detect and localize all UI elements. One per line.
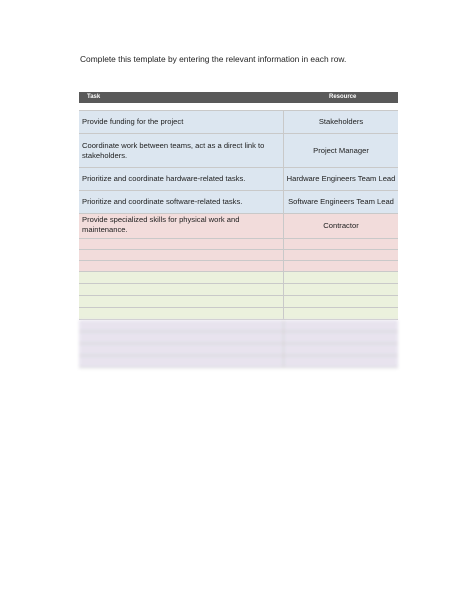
task-cell[interactable] — [79, 250, 284, 260]
task-cell[interactable]: Prioritize and coordinate software-related tasks. — [79, 191, 284, 213]
resource-cell[interactable] — [284, 296, 398, 307]
task-cell[interactable]: Prioritize and coordinate hardware-related tasks. — [79, 168, 284, 190]
empty-row — [79, 272, 398, 284]
resource-cell[interactable] — [284, 308, 398, 319]
task-cell[interactable] — [79, 332, 284, 343]
faded-rows — [79, 320, 398, 368]
instructions-text: Complete this template by entering the relevant information in each row. — [80, 54, 347, 64]
empty-row — [79, 250, 398, 261]
table-row — [79, 168, 398, 191]
resource-cell[interactable]: Hardware Engineers Team Lead — [286, 174, 396, 183]
resource-cell[interactable]: Contractor — [323, 221, 359, 230]
table-row — [79, 134, 398, 168]
header-resource: Resource — [329, 94, 357, 100]
resource-cell[interactable] — [284, 356, 398, 367]
table-row — [79, 110, 398, 134]
header-task: Task — [87, 94, 101, 100]
task-cell[interactable] — [79, 344, 284, 355]
empty-row — [79, 320, 398, 332]
resource-cell[interactable] — [284, 320, 398, 331]
resource-cell[interactable] — [284, 284, 398, 295]
resource-cell[interactable] — [284, 261, 398, 271]
task-cell[interactable]: Provide specialized skills for physical work and maintenance. — [79, 214, 284, 238]
resource-cell[interactable]: Stakeholders — [318, 117, 364, 126]
empty-row — [79, 356, 398, 368]
task-cell[interactable] — [79, 308, 284, 319]
empty-row — [79, 284, 398, 296]
task-cell[interactable] — [79, 296, 284, 307]
task-cell[interactable]: Coordinate work between teams, act as a direct link to stakeholders. — [79, 134, 284, 167]
table-row — [79, 191, 398, 214]
task-cell[interactable]: Provide funding for the project — [79, 111, 284, 133]
task-cell[interactable] — [79, 320, 284, 331]
resource-cell[interactable] — [284, 332, 398, 343]
resource-cell[interactable] — [284, 344, 398, 355]
table-header — [79, 92, 398, 103]
resource-cell[interactable] — [284, 272, 398, 283]
empty-row — [79, 239, 398, 250]
task-cell[interactable] — [79, 356, 284, 367]
task-cell[interactable] — [79, 239, 284, 249]
resource-cell[interactable]: Project Manager — [313, 145, 369, 155]
task-cell[interactable] — [79, 272, 284, 283]
task-resource-table — [79, 110, 398, 368]
table-row — [79, 214, 398, 239]
task-cell[interactable] — [79, 261, 284, 271]
empty-row — [79, 332, 398, 344]
empty-row — [79, 308, 398, 320]
task-cell[interactable] — [79, 284, 284, 295]
empty-row — [79, 261, 398, 272]
resource-cell[interactable] — [284, 250, 398, 260]
empty-row — [79, 296, 398, 308]
resource-cell[interactable] — [284, 239, 398, 249]
empty-row — [79, 344, 398, 356]
resource-cell[interactable]: Software Engineers Team Lead — [288, 197, 394, 206]
